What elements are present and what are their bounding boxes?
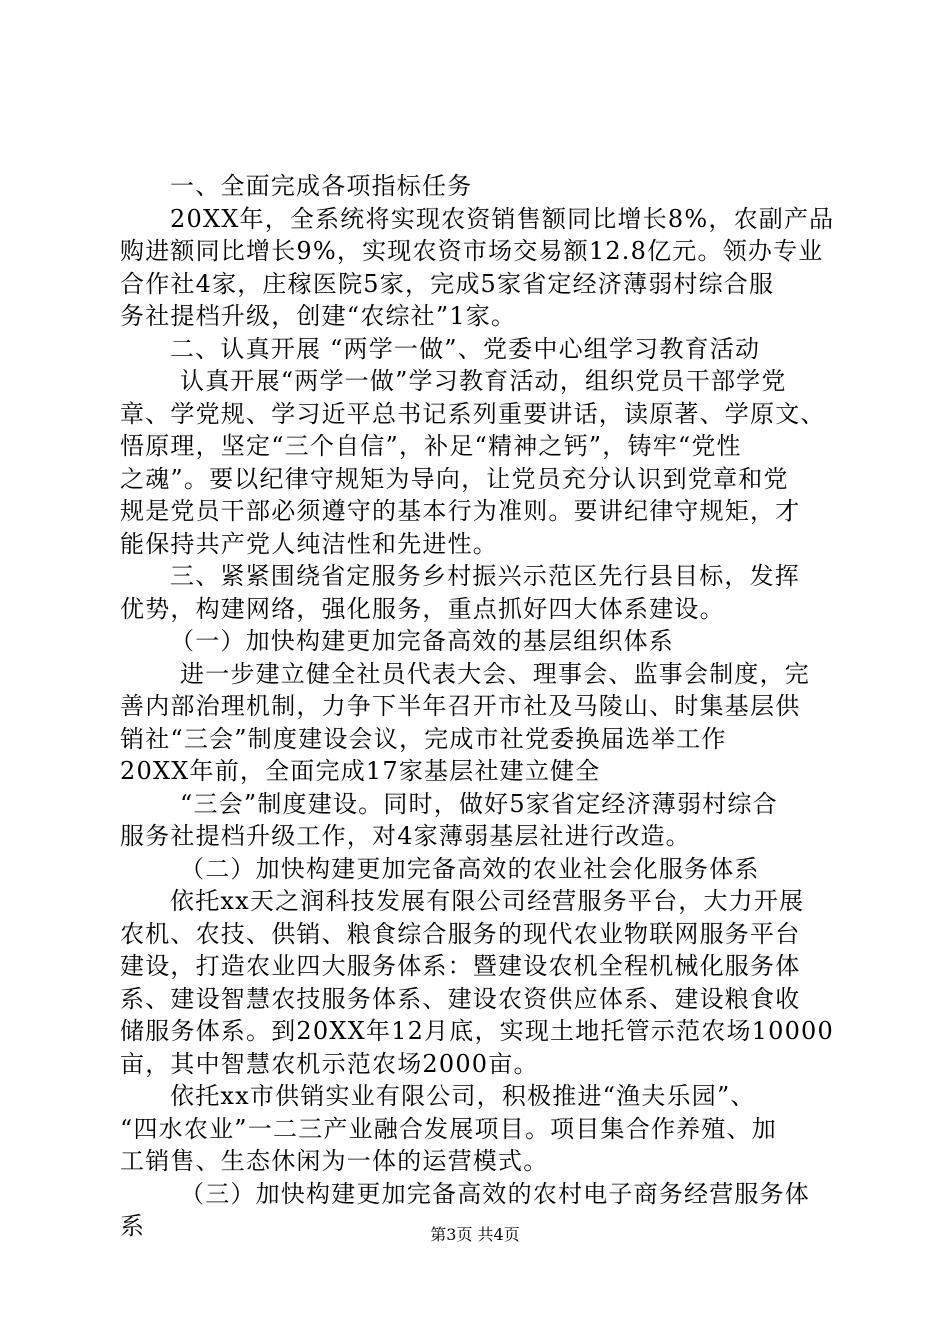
paragraph-line: 务社提档升级，创建“农综社”1家。 [120, 302, 517, 330]
paragraph-line: 依托xx市供销实业有限公司，积极推进“渔夫乐园”、 [170, 1082, 756, 1110]
paragraph-line: 储服务体系。到20XX年12月底，实现土地托管示范农场10000 [120, 1017, 834, 1045]
paragraph-line: 能保持共产党人纯洁性和先进性。 [120, 529, 498, 558]
paragraph-line: “三会”制度建设。同时，做好5家省定经济薄弱村综合 [180, 789, 778, 818]
paragraph-line: 合作社4家，庄稼医院5家，完成5家省定经济薄弱村综合服 [120, 269, 775, 298]
paragraph-line: 优势，构建网络，强化服务，重点抓好四大体系建设。 [120, 594, 725, 623]
paragraph-line: 工销售、生态休闲为一体的运营模式。 [120, 1147, 549, 1175]
paragraph-line: 规是党员干部必须遵守的基本行为准则。要讲纪律守规矩，才 [120, 497, 801, 525]
document-body [120, 170, 840, 1243]
subheading-3: （三）加快构建更加完备高效的农村电子商务经营服务体 [180, 1179, 810, 1208]
paragraph-line: 悟原理，坚定“三个自信”，补足“精神之钙”，铸牢“党性 [120, 432, 742, 460]
page-footer: 第3页 共4页 [430, 1225, 520, 1244]
paragraph-line: 系 [120, 1212, 146, 1240]
paragraph-line: 销社“三会”制度建设会议，完成市社党委换届选举工作 [120, 724, 727, 753]
paragraph-line: 进一步建立健全社员代表大会、理事会、监事会制度，完 [180, 659, 810, 688]
paragraph-line: 认真开展“两学一做”学习教育活动，组织党员干部学党 [180, 367, 787, 395]
paragraph-line: 建设，打造农业四大服务体系：暨建设农机全程机械化服务体 [120, 952, 801, 980]
paragraph-line: 服务社提档升级工作，对4家薄弱基层社进行改造。 [120, 822, 691, 850]
heading-1: 一、全面完成各项指标任务 [170, 172, 473, 200]
paragraph-line: 依托xx天之润科技发展有限公司经营服务平台，大力开展 [170, 887, 805, 915]
subheading-1: （一）加快构建更加完备高效的基层组织体系 [170, 627, 674, 655]
paragraph-line: 购进额同比增长9%，实现农资市场交易额12.8亿元。领办专业 [120, 237, 824, 265]
paragraph-line: “四水农业”一二三产业融合发展项目。项目集合作养殖、加 [120, 1114, 777, 1143]
heading-3: 三、紧紧围绕省定服务乡村振兴示范区先行县目标，发挥 [170, 562, 800, 590]
paragraph-line: 20XX年，全系统将实现农资销售额同比增长8%，农副产品 [170, 204, 835, 233]
paragraph-line: 之魂”。要以纪律守规矩为导向，让党员充分认识到党章和党 [120, 464, 789, 493]
paragraph-line: 20XX年前，全面完成17家基层社建立健全 [120, 757, 601, 785]
paragraph-line: 亩，其中智慧农机示范农场2000亩。 [120, 1049, 539, 1078]
paragraph-line: 善内部治理机制，力争下半年召开市社及马陵山、时集基层供 [120, 692, 801, 720]
paragraph-line: 系、建设智慧农技服务体系、建设农资供应体系、建设粮食收 [120, 984, 801, 1013]
subheading-2: （二）加快构建更加完备高效的农业社会化服务体系 [180, 854, 760, 883]
heading-2: 二、认真开展 “两学一做”、党委中心组学习教育活动 [170, 334, 761, 363]
paragraph-line: 章、学党规、学习近平总书记系列重要讲话，读原著、学原文、 [120, 399, 826, 428]
paragraph-line: 农机、农技、供销、粮食综合服务的现代农业物联网服务平台 [120, 919, 801, 948]
